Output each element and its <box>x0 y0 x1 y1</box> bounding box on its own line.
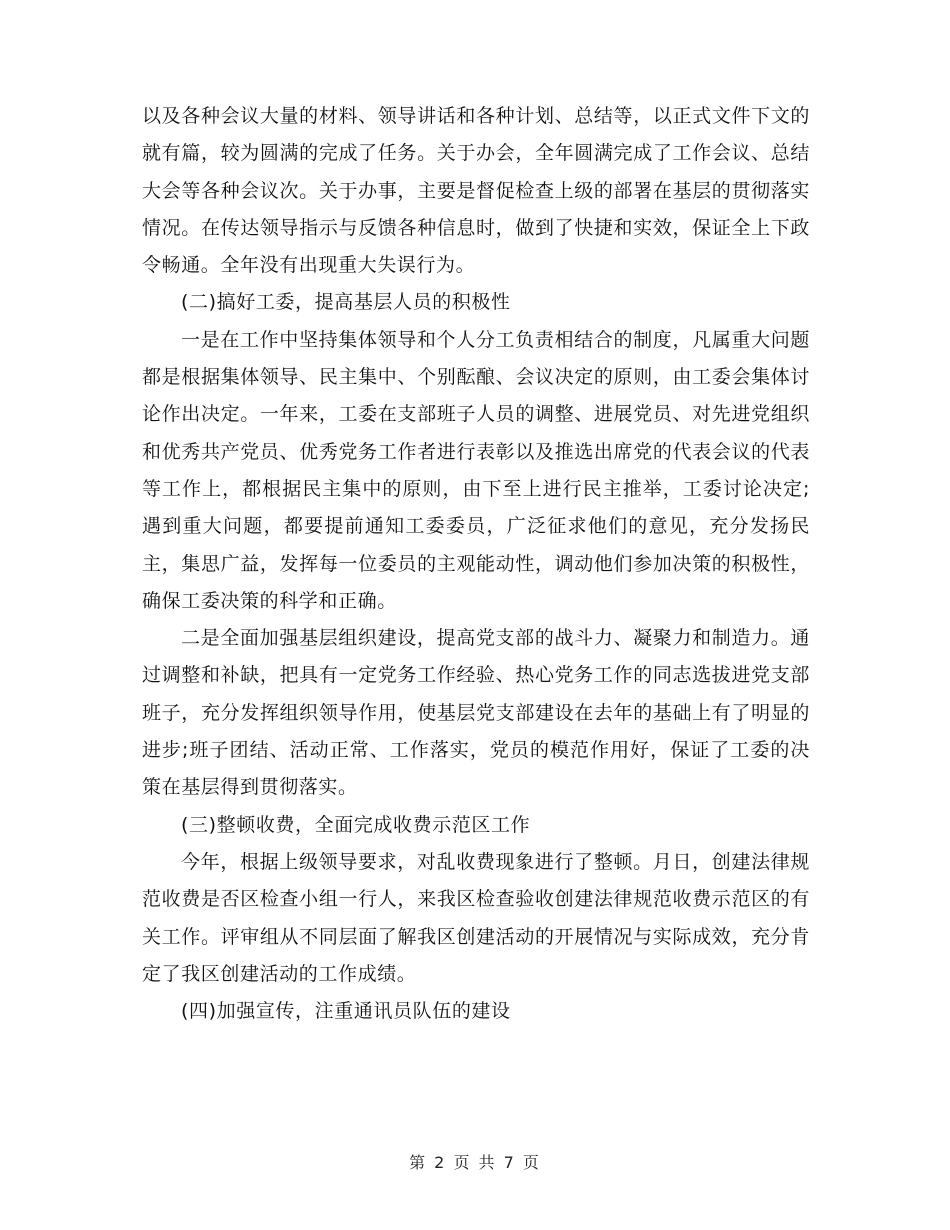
paragraph-continuation: 以及各种会议大量的材料、领导讲话和各种计划、总结等，以正式文件下文的就有篇，较为圆满的完成了任务。关于办会，全年圆满完成了工作会议、总结大会等各种会议次。关于办事，主要是督促检查上级的部署在基层的贯彻落实情况。在传达领导指示与反馈各种信息时，做到了快捷和实效，保证全上下政令畅通。全年没有出现重大失误行为。 <box>142 105 810 277</box>
section-heading-3: (三)整顿收费，全面完成收费示范区工作 <box>181 813 531 836</box>
section-heading-4: (四)加强宣传，注重通讯员队伍的建设 <box>181 1000 511 1023</box>
document-body <box>142 98 810 1030</box>
page-footer: 第 2 页 共 7 页 <box>409 1153 541 1172</box>
section-heading-2: (二)搞好工委，提高基层人员的积极性 <box>181 291 511 314</box>
paragraph-fee-rectification: 今年，根据上级领导要求，对乱收费现象进行了整顿。月日，创建法律规范收费是否区检查小组一行人，来我区检查验收创建法律规范收费示范区的有关工作。评审组从不同层面了解我区创建活动的开展情况与实际成效，充分肯定了我区创建活动的工作成绩。 <box>142 850 810 985</box>
paragraph-grassroots-organization: 二是全面加强基层组织建设，提高党支部的战斗力、凝聚力和制造力。通过调整和补缺，把具有一定党务工作经验、热心党务工作的同志选拔进党支部班子，充分发挥组织领导作用，使基层党支部建设在去年的基础上有了明显的进步;班子团结、活动正常、工作落实，党员的模范作用好，保证了工委的决策在基层得到贯彻落实。 <box>142 627 810 799</box>
paragraph-collective-leadership: 一是在工作中坚持集体领导和个人分工负责相结合的制度，凡属重大问题都是根据集体领导、民主集中、个别酝酿、会议决定的原则，由工委会集体讨论作出决定。一年来，工委在支部班子人员的调整、进展党员、对先进党组织和优秀共产党员、优秀党务工作者进行表彰以及推选出席党的代表会议的代表等工作上，都根据民主集中的原则，由下至上进行民主推举，工委讨论决定;遇到重大问题，都要提前通知工委委员，广泛征求他们的意见，充分发扬民主，集思广益，发挥每一位委员的主观能动性，调动他们参加决策的积极性，确保工委决策的科学和正确。 <box>142 328 810 612</box>
